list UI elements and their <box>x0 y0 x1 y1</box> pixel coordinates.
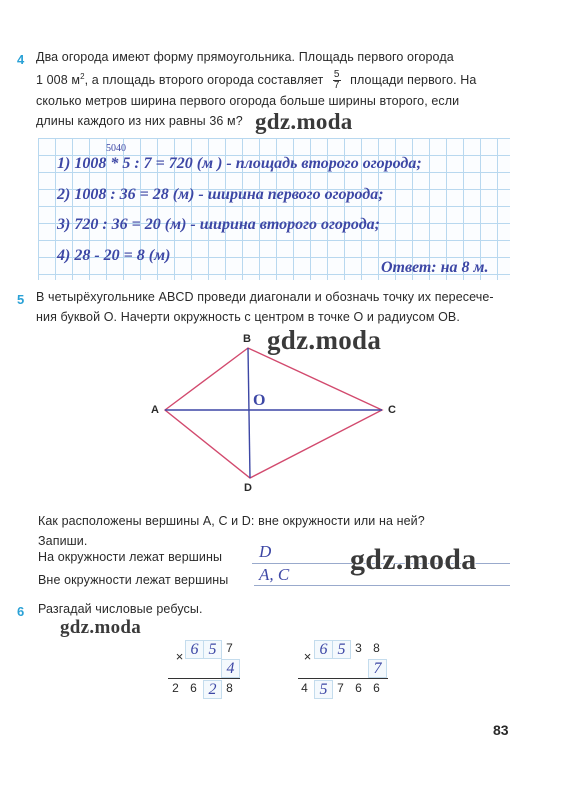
answer-line-out <box>254 585 510 586</box>
on-circle-answer: D <box>259 542 272 561</box>
rebus2-res-digit-2: 5 <box>314 680 333 699</box>
rebus1-top-digit-1: 6 <box>185 640 204 659</box>
out-circle-answer: A, C <box>259 565 290 584</box>
rebus1-res-digit-1: 2 <box>172 681 179 695</box>
rebus2-res-digit-4: 6 <box>355 681 362 695</box>
area-value: 1 008 м <box>36 73 81 88</box>
solution-step-3: 3) 720 : 36 = 20 (м) - ширина второго огорода; <box>57 216 380 233</box>
task-number-6: 6 <box>17 604 25 619</box>
on-circle-label: На окружности лежат вершины <box>38 550 223 564</box>
vertex-label-c: C <box>388 404 396 416</box>
rebus2-top-digit-1: 6 <box>314 640 333 659</box>
task4-line2-end: площади первого. На <box>350 73 477 88</box>
solution-answer: Ответ: на 8 м. <box>381 259 489 276</box>
solution-step-1: 1) 1008 * 5 : 7 = 720 (м ) - площадь второго огорода; <box>57 155 422 172</box>
watermark: gdz.moda <box>255 109 353 134</box>
task4-line2-middle: , а площадь второго огорода составляет <box>84 73 324 88</box>
rebus2-line <box>298 678 388 679</box>
watermark: gdz.moda <box>267 325 382 355</box>
rebus1-top-digit-3: 7 <box>226 641 233 655</box>
task5-question-line1: Как расположены вершины А, С и D: вне окружности или на ней? <box>38 514 425 528</box>
rebus1-res-digit-2: 6 <box>190 681 197 695</box>
rebus2-res-digit-1: 4 <box>301 681 308 695</box>
rebus2-top-digit-4: 8 <box>373 641 380 655</box>
task5-line1: В четырёхугольнике ABCD проведи диагонали и обозначь точку их пересече- <box>36 290 494 304</box>
rebus1-top-digit-2: 5 <box>203 640 222 659</box>
task4-line1: Два огорода имеют форму прямоугольника. Площадь первого огорода <box>36 50 454 64</box>
watermark: gdz.moda <box>60 617 142 638</box>
task-number-5: 5 <box>17 292 25 307</box>
solution-note: 5040 <box>106 143 126 154</box>
rebus1-res-digit-4: 8 <box>226 681 233 695</box>
rebus2-res-digit-5: 6 <box>373 681 380 695</box>
watermark: gdz.moda <box>350 543 477 576</box>
rebus-1 <box>168 638 248 698</box>
page-number: 83 <box>493 722 509 738</box>
task4-line3: сколько метров ширина первого огорода больше ширины второго, если <box>36 94 460 109</box>
multiply-sign: × <box>175 649 184 664</box>
center-label-o: O <box>253 392 266 409</box>
multiply-sign: × <box>303 649 312 664</box>
quadrilateral-abcd <box>165 348 382 478</box>
vertex-label-d: D <box>244 482 252 494</box>
solution-step-2: 2) 1008 : 36 = 28 (м) - ширина первого огорода; <box>57 186 384 203</box>
rebus1-res-digit-3: 2 <box>203 680 222 699</box>
diagonal-bd <box>248 348 250 478</box>
rebus2-top-digit-2: 5 <box>332 640 351 659</box>
vertex-label-a: A <box>151 404 159 416</box>
out-circle-label: Вне окружности лежат вершины <box>38 573 229 587</box>
rebus2-multiplier: 7 <box>368 659 387 678</box>
fraction-numerator: 5 <box>333 69 340 81</box>
task4-line4: длины каждого из них равны 36 м? <box>36 114 243 129</box>
rebus2-res-digit-3: 7 <box>337 681 344 695</box>
task-number-4: 4 <box>17 52 25 67</box>
rebus2-top-digit-3: 3 <box>355 641 362 655</box>
task5-line2: ния буквой О. Начерти окружность с центром в точке О и радиусом ОВ. <box>36 310 460 324</box>
rebus-2 <box>298 638 398 698</box>
task5-question-line2: Запиши. <box>38 534 88 548</box>
fraction-denominator: 7 <box>333 80 340 92</box>
task6-text: Разгадай числовые ребусы. <box>38 602 203 616</box>
area-unit-sup: 2 <box>80 72 85 81</box>
rebus1-multiplier: 4 <box>221 659 240 678</box>
rebus1-line <box>168 678 240 679</box>
solution-step-4: 4) 28 - 20 = 8 (м) <box>57 247 171 264</box>
vertex-label-b: B <box>243 333 251 345</box>
